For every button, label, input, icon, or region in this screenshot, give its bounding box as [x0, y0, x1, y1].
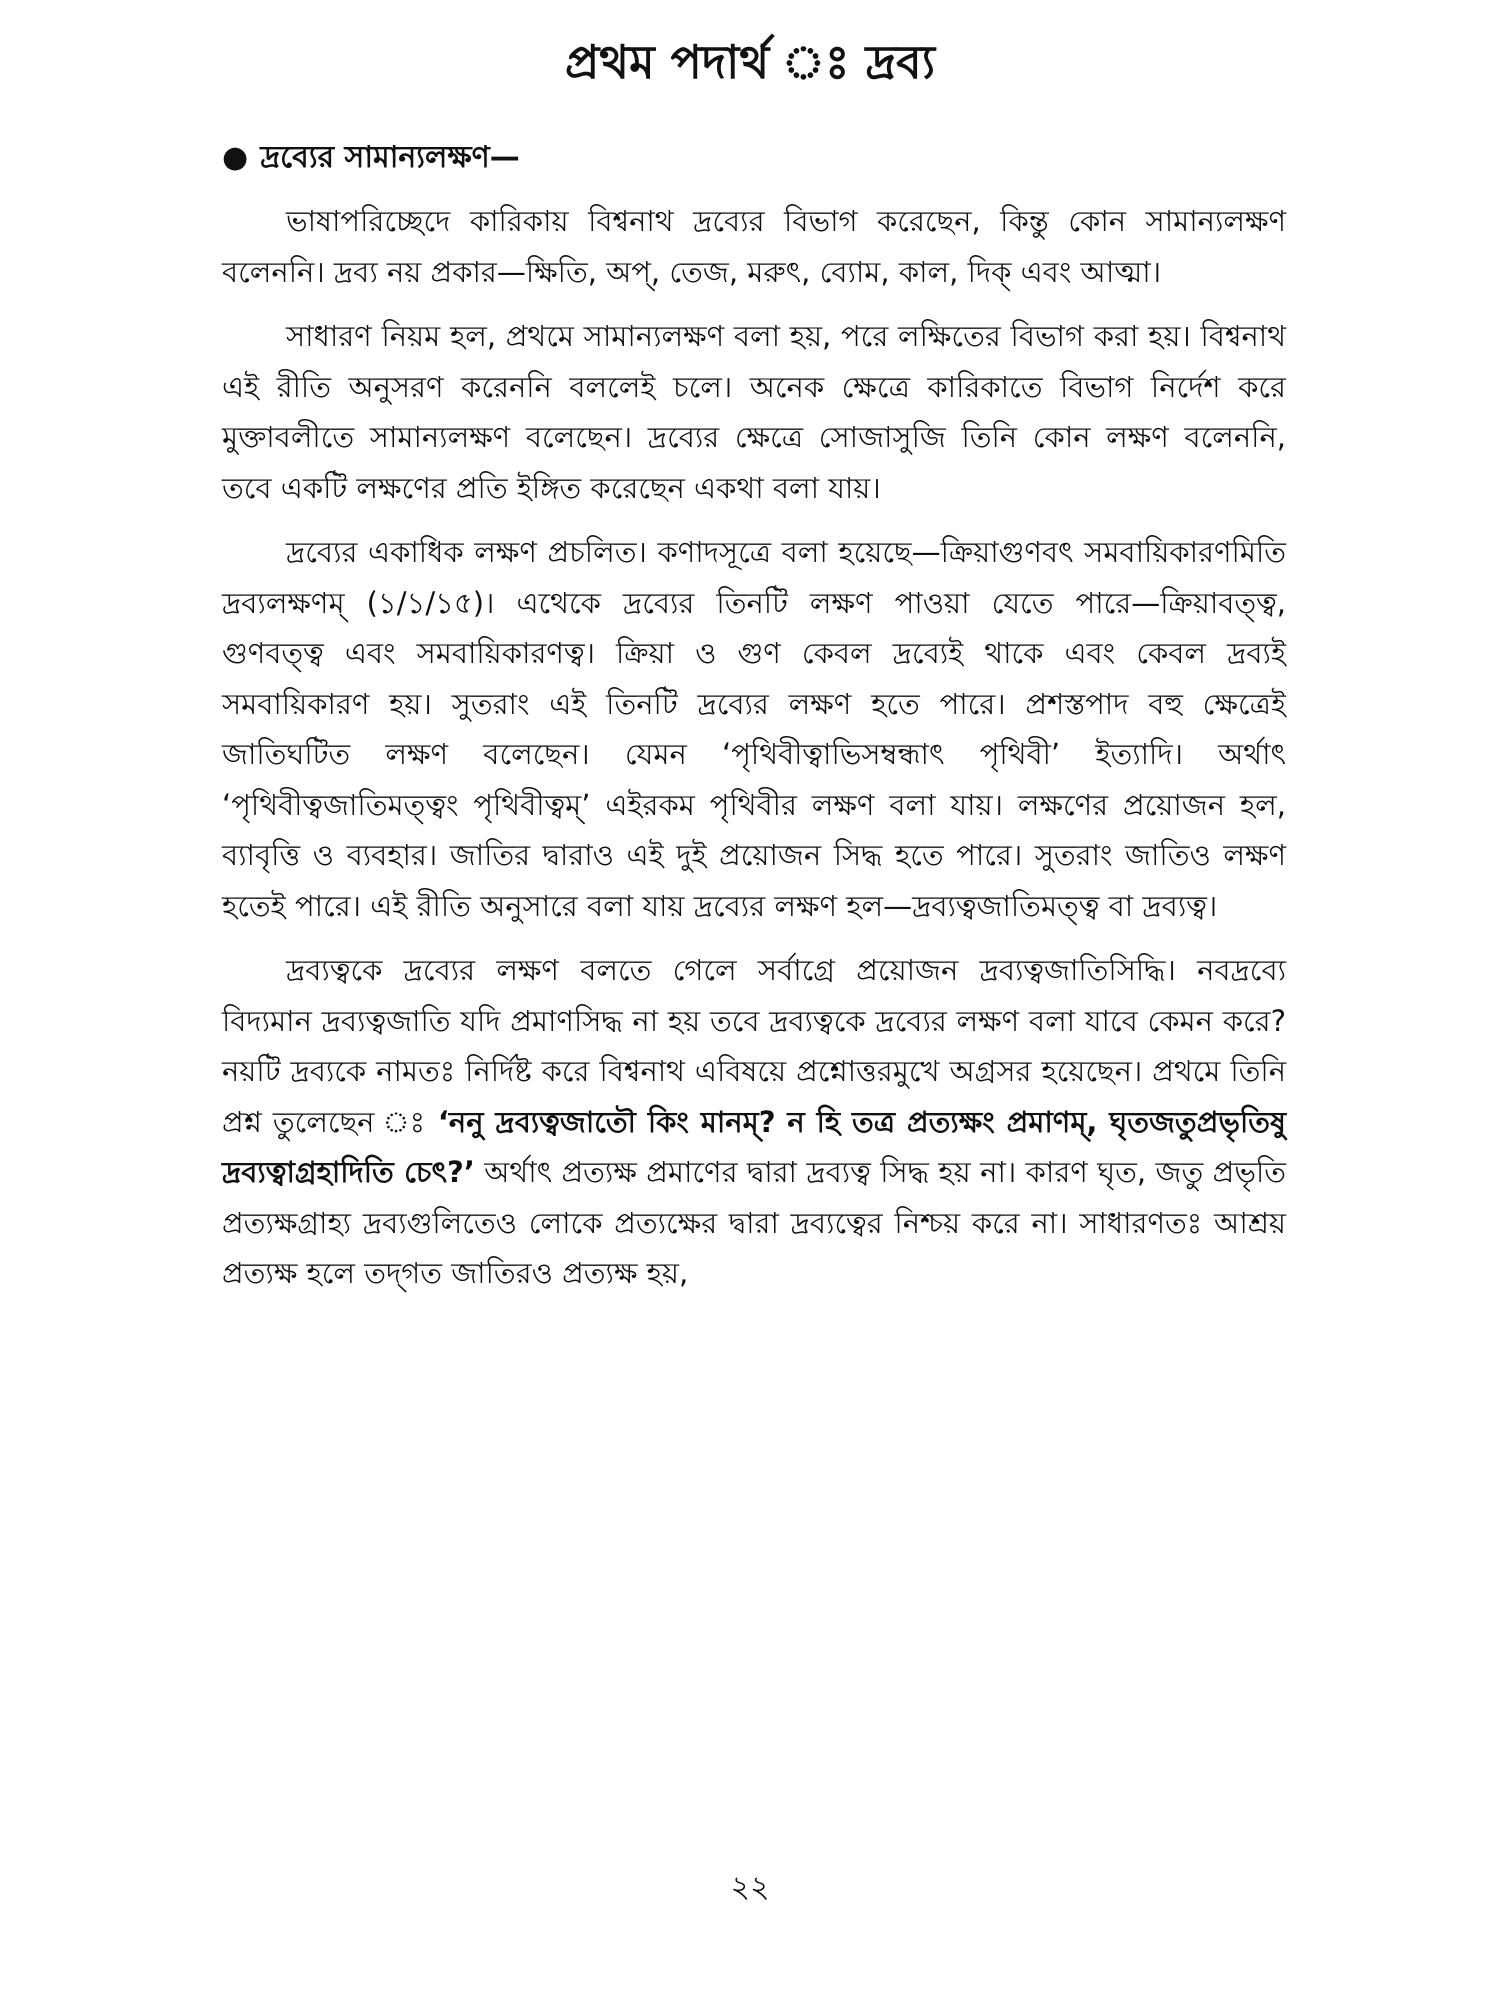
page-title: প্রথম পদার্থ ঃ দ্রব্য [564, 35, 936, 89]
paragraph-4 [222, 945, 1286, 1299]
section-heading [222, 136, 1282, 180]
paragraph-4-quote: ‘ননু দ্রব্যত্বজাতৌ কিং মানম্? ন হি তত্র প্রত্যক্ষং প্রমাণম্, ঘৃতজতুপ্রভৃতিষু দ্রব্যত্বাগ্রহাদিতি চেৎ?’ [222, 1104, 1286, 1189]
page-number: ২২ [730, 1870, 770, 1905]
bullet-icon: ● [222, 140, 249, 175]
section-heading-text: দ্রব্যের সামান্যলক্ষণ— [260, 140, 520, 175]
paragraph-2: সাধারণ নিয়ম হল, প্রথমে সামান্যলক্ষণ বলা হয়, পরে লক্ষিতের বিভাগ করা হয়। বিশ্বনাথ এই রীতি অনুসরণ করেননি বললেই চলে। অনেক ক্ষেত্রে কারিকাতে বিভাগ নির্দেশ করে মুক্তাবলীতে সামান্যলক্ষণ বলেছেন। দ্রব্যের ক্ষেত্রে সোজাসুজি তিনি কোন লক্ষণ বলেননি, তবে একটি লক্ষণের প্রতি ইঙ্গিত করেছেন একথা বলা যায়। [222, 319, 1286, 505]
paragraph-4-text-after: অর্থাৎ প্রত্যক্ষ প্রমাণের দ্বারা দ্রব্যত্ব সিদ্ধ হয় না। কারণ ঘৃত, জতু প্রভৃতি প্রত্যক্ষগ্রাহ্য দ্রব্যগুলিতেও লোকে প্রত্যক্ষের দ্বারা দ্রব্যত্বের নিশ্চয় করে না। সাধারণতঃ আশ্রয় প্রত্যক্ষ হলে তদ্‌গত জাতিরও প্রত্যক্ষ হয়, [222, 1155, 1286, 1290]
body-text [222, 196, 1286, 1313]
paragraph-3: দ্রব্যের একাধিক লক্ষণ প্রচলিত। কণাদসূত্রে বলা হয়েছে—ক্রিয়াগুণবৎ সমবায়িকারণমিতি দ্রব্যলক্ষণম্ (১/১/১৫)। এথেকে দ্রব্যের তিনটি লক্ষণ পাওয়া যেতে পারে—ক্রিয়াবত্ত্ব, গুণবত্ত্ব এবং সমবায়িকারণত্ব। ক্রিয়া ও গুণ কেবল দ্রব্যেই থাকে এবং কেবল দ্রব্যই সমবায়িকারণ হয়। সুতরাং এই তিনটি দ্রব্যের লক্ষণ হতে পারে। প্রশস্তপাদ বহু ক্ষেত্রেই জাতিঘটিত লক্ষণ বলেছেন। যেমন ‘পৃথিবীত্বাভিসম্বন্ধাৎ পৃথিবী’ ইত্যাদি। অর্থাৎ ‘পৃথিবীত্বজাতিমত্ত্বং পৃথিবীত্বম্’ এইরকম পৃথিবীর লক্ষণ বলা যায়। লক্ষণের প্রয়োজন হল, ব্যাবৃত্তি ও ব্যবহার। জাতির দ্বারাও এই দুই প্রয়োজন সিদ্ধ হতে পারে। সুতরাং জাতিও লক্ষণ হতেই পারে। এই রীতি অনুসারে বলা যায় দ্রব্যের লক্ষণ হল—দ্রব্যত্বজাতিমত্ত্ব বা দ্রব্যত্ব। [222, 535, 1286, 923]
paragraph-4-text-before: দ্রব্যত্বকে দ্রব্যের লক্ষণ বলতে গেলে সর্বাগ্রে প্রয়োজন দ্রব্যত্বজাতিসিদ্ধি। নবদ্রব্যে বিদ্যমান দ্রব্যত্বজাতি যদি প্রমাণসিদ্ধ না হয় তবে দ্রব্যত্বকে দ্রব্যের লক্ষণ বলা যাবে কেমন করে? নয়টি দ্রব্যকে নামতঃ নির্দিষ্ট করে বিশ্বনাথ এবিষয়ে প্রশ্নোত্তরমুখে অগ্রসর হয়েছেন। প্রথমে তিনি প্রশ্ন তুলেছেন ঃ [222, 953, 1286, 1139]
paragraph-1: ভাষাপরিচ্ছেদে কারিকায় বিশ্বনাথ দ্রব্যের বিভাগ করেছেন, কিন্তু কোন সামান্যলক্ষণ বলেননি। দ্রব্য নয় প্রকার—ক্ষিতি, অপ্, তেজ, মরুৎ, ব্যোম, কাল, দিক্ এবং আত্মা। [222, 204, 1286, 289]
